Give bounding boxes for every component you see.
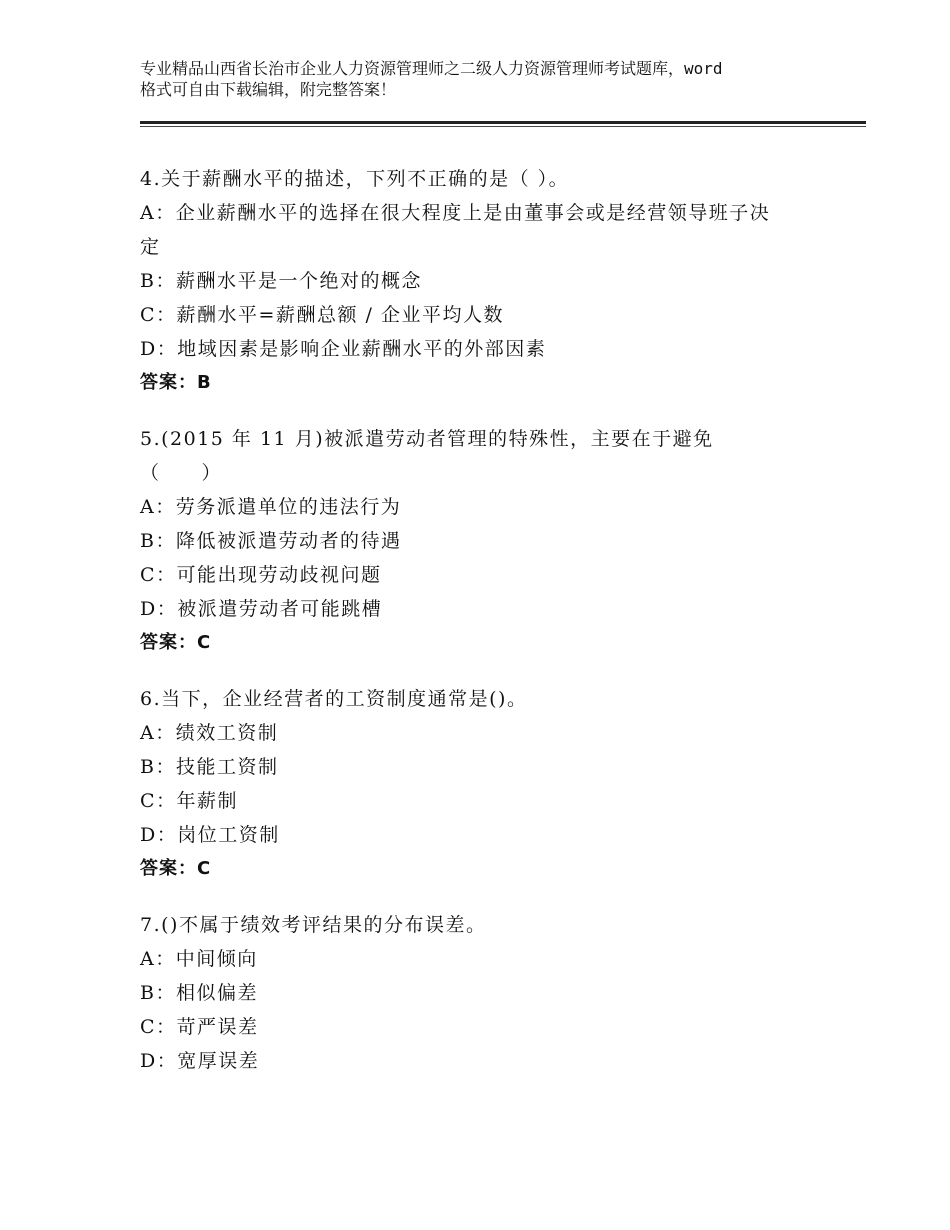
question-6	[140, 682, 840, 886]
option-a: A：中间倾向	[140, 948, 258, 970]
header-title-line-2: 格式可自由下载编辑，附完整答案！	[140, 80, 397, 99]
option-d: D：宽厚误差	[140, 1050, 260, 1072]
question-4	[140, 162, 840, 400]
answer-label: 答案：B	[140, 372, 212, 393]
question-stem: 5.(2015 年 11 月)被派遣劳动者管理的特殊性，主要在于避免	[140, 428, 714, 450]
answer-label: 答案：C	[140, 632, 212, 653]
option-a: A：企业薪酬水平的选择在很大程度上是由董事会或是经营领导班子决	[140, 202, 771, 224]
option-c: C：年薪制	[140, 790, 239, 812]
document-header	[140, 58, 840, 100]
option-d: D：地域因素是影响企业薪酬水平的外部因素	[140, 338, 547, 360]
header-rule-thick	[140, 121, 866, 124]
option-c: C：薪酬水平=薪酬总额 / 企业平均人数	[140, 304, 504, 326]
question-5	[140, 422, 840, 660]
header-title-line-1: 专业精品山西省长治市企业人力资源管理师之二级人力资源管理师考试题库，word	[140, 59, 723, 78]
option-c: C：可能出现劳动歧视问题	[140, 564, 382, 586]
answer-label: 答案：C	[140, 858, 212, 879]
question-stem: 7.()不属于绩效考评结果的分布误差。	[140, 914, 487, 936]
question-stem-continued: （ ）	[140, 462, 223, 484]
question-7	[140, 908, 840, 1078]
question-list	[140, 162, 840, 1100]
option-a-continued: 定	[140, 236, 161, 258]
option-b: B：降低被派遣劳动者的待遇	[140, 530, 402, 552]
option-b: B：相似偏差	[140, 982, 258, 1004]
option-d: D：被派遣劳动者可能跳槽	[140, 598, 383, 620]
question-stem: 4.关于薪酬水平的描述，下列不正确的是（ ）。	[140, 168, 570, 190]
option-a: A：绩效工资制	[140, 722, 279, 744]
option-a: A：劳务派遣单位的违法行为	[140, 496, 402, 518]
option-c: C：苛严误差	[140, 1016, 259, 1038]
option-b: B：技能工资制	[140, 756, 279, 778]
question-stem: 6.当下，企业经营者的工资制度通常是()。	[140, 688, 528, 710]
option-b: B：薪酬水平是一个绝对的概念	[140, 270, 422, 292]
header-rule-thin	[140, 126, 866, 127]
option-d: D：岗位工资制	[140, 824, 280, 846]
